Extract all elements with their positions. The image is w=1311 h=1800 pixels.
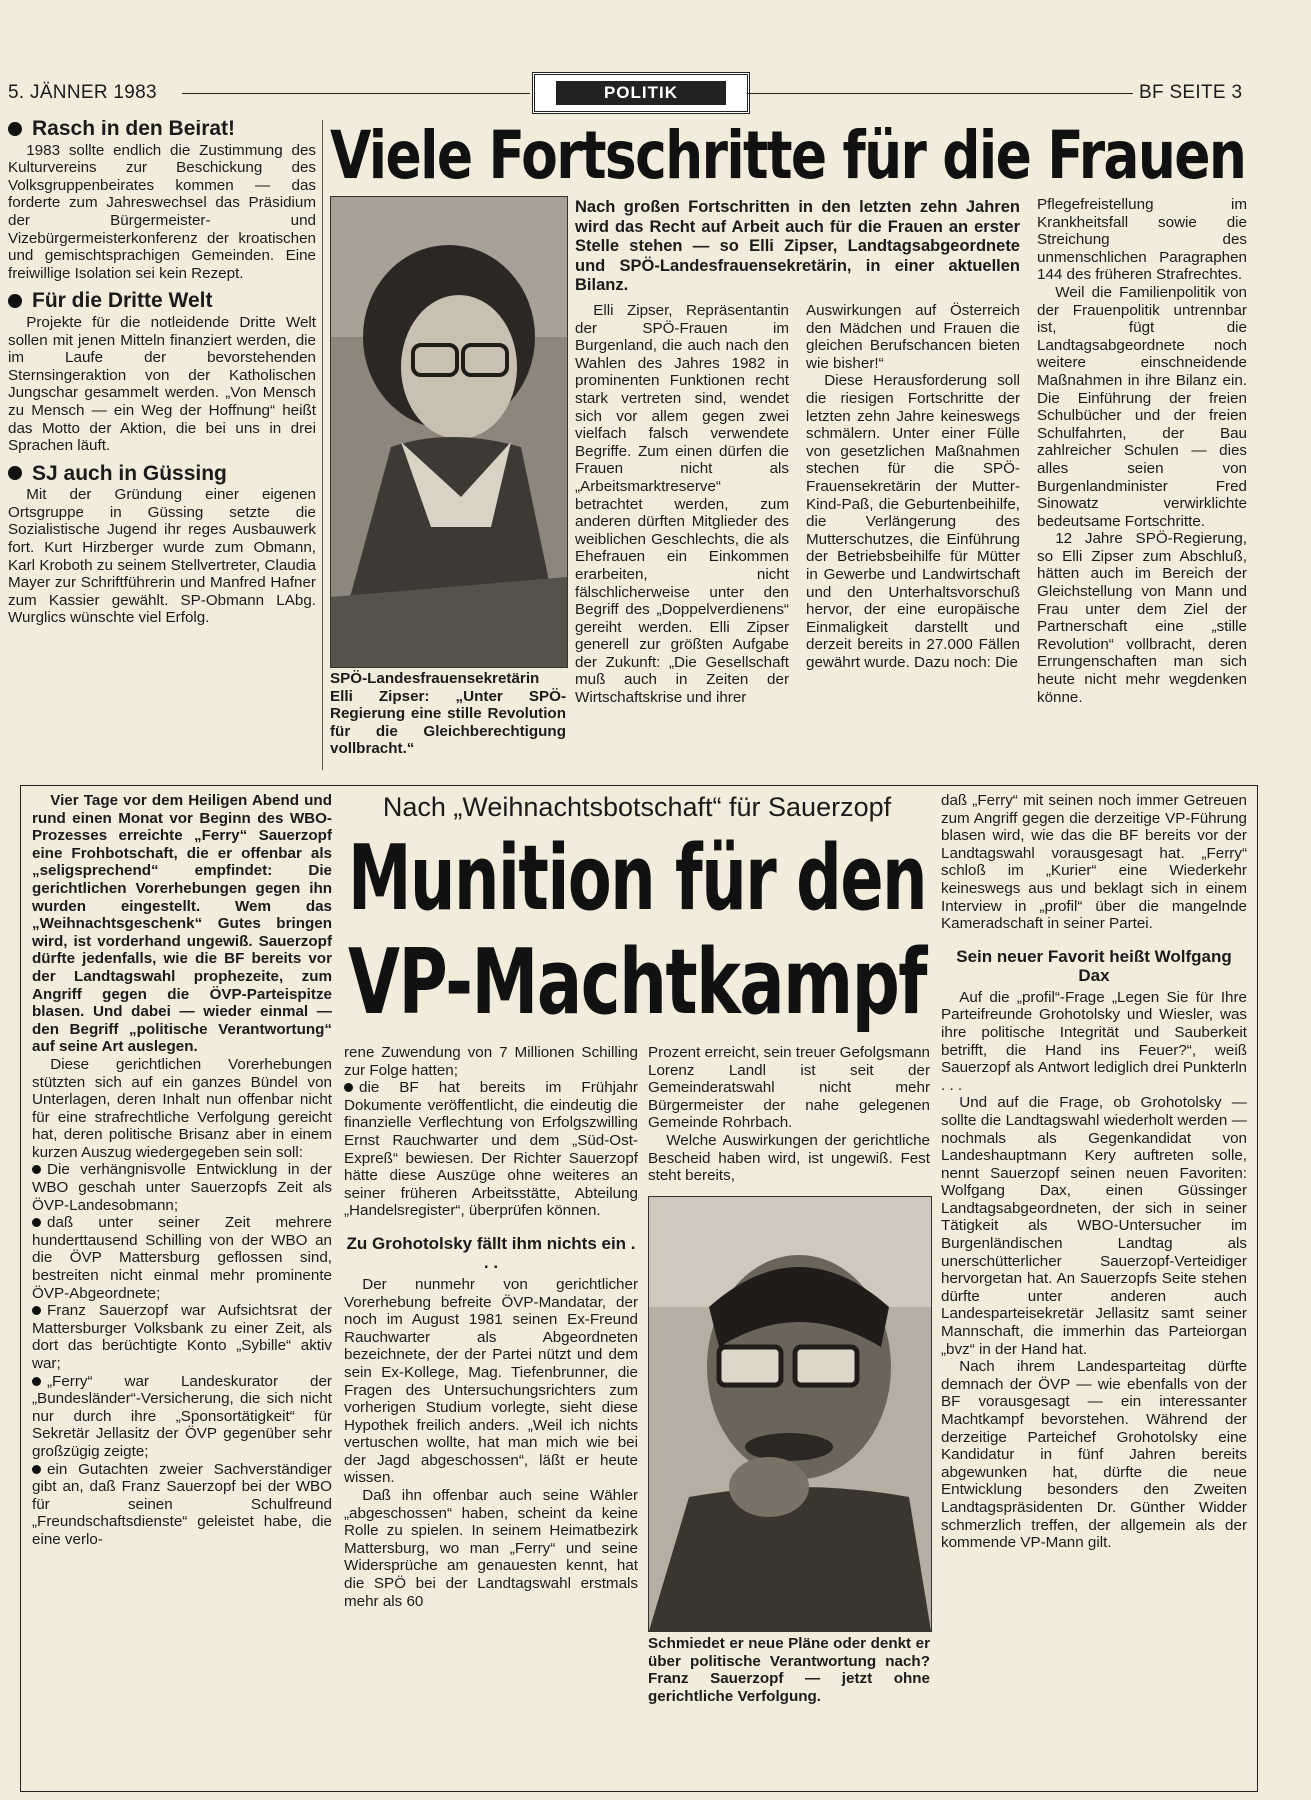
article-1-text-1: Elli Zipser, Repräsentantin der SPÖ-Frauen im Burgenland, die auch nach den Wahlen des Jahres 1982 in prominenten Funktionen recht stark vertreten sind, wendet sich vor allem gegen zwei vielfach falsch verwendete Begriffe. Zum einen dürfen die Frauen nicht als „Arbeitsmarktreserve“ betrachtet werden, zum anderen dürften Mitglieder des weiblichen Geschlechts, die als Ehefrauen ein Einkommen erarbeiten, nicht fälschlicherweise unter den Begriff des „Doppelverdienens“ gereiht werden. Elli Zipser generell zur größten Aufgabe der Zukunft: „Die Gesellschaft muß auch in Zeiten der Wirtschaftskrise und ihrer — [575, 302, 789, 707]
article-2-bullet-5 — [32, 1461, 332, 1549]
header-rule-left — [182, 93, 530, 94]
issue-date: 5. JÄNNER 1983 — [8, 82, 157, 103]
article-2-kicker: Nach „Weihnachtsbotschaft“ für Sauerzopf — [382, 792, 892, 822]
article-2-text-intro: Diese gerichtlichen Vorerhebungen stützten sich auf ein ganzes Bündel von Unterlagen, deren Inhalt nun offenbar nicht für eine strafrechtliche Verfolgung gereicht hat, deren politische Brisanz aber in einem kurzen Auszug wiedergegeben sein soll: — [32, 1055, 332, 1161]
section-label: POLITIK — [556, 81, 726, 105]
article-1-lead: Nach großen Fortschritten in den letzten zehn Jahren wird das Recht auf Arbeit auch für die Frauen an erster Stelle stehen — so Elli Zipser, Landtagsabgeordnete und SPÖ-Landesfrauensekretärin, in einer aktuellen Bilanz. — [575, 198, 1020, 295]
brief-2-heading — [8, 289, 316, 313]
article-2-text-8: Auf die „profil“-Frage „Legen Sie für Ihre Parteifreunde Grohotolsky und Wiesler, was ihre politische Integrität und Sauberkeit betrifft, die Hand ins Feuer?“, weiß Sauerzopf als Antwort lediglich drei Punkterln . . . — [941, 988, 1247, 1094]
bullet-text: daß unter seiner Zeit mehrere hunderttausend Schilling von der WBO an die ÖVP Mattersburg geflossen sind, bestreiten nicht einmal mehr prominente ÖVP-Abgeordnete; — [32, 1214, 332, 1302]
article-2-bullet-3 — [32, 1302, 332, 1372]
briefs-column — [8, 120, 316, 770]
article-2-col-3 — [648, 1044, 930, 1194]
article-2-col-1 — [32, 792, 332, 1782]
article-2-text-5: Prozent erreicht, sein treuer Gefolgsmann Lorenz Landl ist seit der Gemeinderatswahl nicht mehr Bürgermeister der nahe gelegenen Gemeinde Rohrbach. — [648, 1044, 930, 1132]
brief-2-title: Für die Dritte Welt — [32, 289, 213, 313]
article-2-text-6: Welche Auswirkungen der gerichtliche Bescheid haben wird, ist ungewiß. Fest steht bereits, — [648, 1131, 930, 1185]
article-2-bullet-1 — [32, 1161, 332, 1214]
bullet-text: die BF hat bereits im Frühjahr Dokumente veröffentlicht, die eindeutig die finanzielle Verflechtung von Erfolgszwilling Ernst Rauchwarter und dem „Süd-Ost-Expreß“ bewiesen. Der Richter Sauerzopf hätte diese Auszüge ohne weiteres an seiner früheren Arbeitsstätte, Abteilung „Handelsregister“, überprüfen können. — [344, 1079, 638, 1220]
brief-2-text: Projekte für die notleidende Dritte Welt sollen mit jenen Mitteln finanziert werden, die im Laufe der bevorstehenden Sternsingeraktion von der Katholischen Jungschar gesammelt werden. „Von Mensch zu Mensch — ein Weg der Hoffnung“ heißt das Motto der Aktion, die bei uns in drei Sprachen läuft. — [8, 313, 316, 455]
bullet-icon — [32, 1377, 41, 1386]
page-number: BF SEITE 3 — [1139, 82, 1243, 103]
bullet-icon — [8, 122, 22, 136]
article-1-col-2 — [806, 302, 1020, 772]
article-2-headline-line-2: VP-Machtkampf — [348, 930, 927, 1035]
brief-3-text: Mit der Gründung einer eigenen Ortsgruppe in Güssing setzte die Sozialistische Jugend ihr reges Ausbauwerk fort. Kurt Hirzberger wurde zum Obmann, Karl Kroboth zu seinem Stellvertreter, Claudia Mayer zur Schriftführerin und Manfred Hafner zum Kassier gewählt. SP-Obmann LAbg. Wurglics wünschte viel Erfolg. — [8, 486, 316, 627]
section-tag — [532, 72, 750, 114]
portrait-woman-graphic — [331, 197, 567, 667]
article-2-text-4: Daß ihn offenbar auch seine Wähler „abgeschossen“ haben, scheint da keine Rolle zu spielen. In seinem Heimatbezirk Mattersburg, wo man „Ferry“ und seine Widersprüche am genauesten kennt, hat die SPÖ bei der Landtagswahl erstmals mehr als 60 — [344, 1487, 638, 1610]
header-rule-right — [748, 93, 1133, 94]
article-1-text-3: Diese Herausforderung soll die riesigen Fortschritte der letzten zehn Jahre keineswegs schmälern. Unter einer Fülle von gesetzlichen Maßnahmen stechen für die SPÖ-Frauensekretärin der Mutter-Kind-Paß, die Geburtenbeihilfe, die Verlängerung des Mutterschutzes, die Einführung der Betriebsbeihilfe für Mütter in Gewerbe und Landwirtschaft und den Unterhaltsvorschuß hervor, der eine europäische Einmaligkeit darstellt und derzeit bereits in 27.000 Fällen gewährt wurde. Dazu noch: Die — [806, 372, 1020, 671]
bullet-icon — [32, 1465, 41, 1474]
brief-1-heading — [8, 120, 316, 138]
article-2-text-9: Und auf die Frage, ob Grohotolsky — sollte die Landtagswahl wiederholt werden — nochmals als Gegenkandidat von Landeshauptmann Kery auftreten solle, nennt Sauerzopf seinen neuen Favoriten: Wolfgang Dax, einen Güssinger Landtagsabgeordneten, der sich in seiner Tätigkeit als WBO-Untersucher im Burgenländischen Landtag als unerschütterlicher Sauerzopf-Verteidiger hervorgetan hat. An Sauerzopfs Seite stehen dürfte unter anderen auch Landesparteisekretär Jellasitz samt seiner Mannschaft, die immerhin das Parteiorgan „bvz“ in der Hand hat. — [941, 1094, 1247, 1358]
article-1-col-3 — [1037, 196, 1247, 772]
article-2-headline-line-1: Munition für den — [348, 826, 927, 931]
bullet-icon — [32, 1165, 41, 1174]
subheading-grohotolsky: Zu Grohotolsky fällt ihm nichts ein . . . — [346, 1233, 636, 1272]
article-2-col-2 — [344, 1044, 638, 1782]
column-divider — [322, 120, 323, 770]
article-2-text-2: rene Zuwendung von 7 Millionen Schilling zur Folge hatten; — [344, 1044, 638, 1079]
article-2-bullet-4 — [32, 1373, 332, 1461]
article-1-col-1 — [575, 302, 789, 772]
article-1-text-5: Weil die Familienpolitik von der Frauenpolitik untrennbar ist, fügt die Landtagsabgeordnete noch weitere einschneidende Maßnahmen in ihre Bilanz ein. Die Einführung der freien Schulbücher und der freien Schulfahrten, der Bau zahlreicher Schulen — dies alles seien von Burgenlandminister Fred Sinowatz verwirklichte bedeutsame Fortschritte. — [1037, 283, 1247, 530]
article-1-text-2: Auswirkungen auf Österreich den Mädchen und Frauen die gleichen Berufschancen bieten wie bisher!“ — [806, 302, 1020, 372]
brief-3-title: SJ auch in Güssing — [32, 461, 227, 485]
bullet-text: Die verhängnisvolle Entwicklung in der WBO geschah unter Sauerzopfs Zeit als ÖVP-Landesobmann; — [32, 1161, 332, 1214]
bullet-icon — [32, 1306, 41, 1315]
subheading-wolfgang-dax: Sein neuer Favorit heißt Wolfgang Dax — [956, 946, 1232, 985]
photo-elli-zipser — [330, 196, 568, 668]
brief-3-heading — [8, 461, 316, 485]
article-1-headline: Viele Fortschritte für die Frauen — [330, 117, 1246, 194]
bullet-icon — [32, 1218, 41, 1227]
photo-caption-2: Schmiedet er neue Pläne oder denkt er über politische Verantwortung nach? Franz Sauerzopf — jetzt ohne gerichtliche Verfolgung. — [648, 1635, 930, 1705]
bullet-icon — [344, 1083, 353, 1092]
photo-franz-sauerzopf — [648, 1196, 932, 1632]
brief-1-text: 1983 sollte endlich die Zustimmung des Kulturvereins zur Beschickung des Volksgruppenbeirates kommen — das forderte zum Jahreswechsel das Präsidium der Bürgermeister- und Vizebürgermeisterkonferenz der kroatischen und gemischtsprachigen Gemeinden. Eine freiwillige Isolation sei kein Rezept. — [8, 141, 316, 282]
article-2-text-10: Nach ihrem Landesparteitag dürfte demnach der ÖVP — wie ebenfalls von der BF vorausgesagt — ein interessanter Machtkampf bevorstehen. Während der derzeitige Parteichef Grohotolsky eine Kandidatur in fünf Jahren bereits abgewunken hat, dürfte die neue Entwicklung besonders den Zweiten Landtagspräsidenten Dr. Günther Widder schmerzlich treffen, der allgemein als der kommende VP-Mann gilt. — [941, 1358, 1247, 1552]
photo-caption-1: SPÖ-Landesfrauensekretärin Elli Zipser: „Unter SPÖ-Regierung eine stille Revolution für die Gleichberechtigung vollbracht.“ — [330, 670, 566, 758]
bullet-text: Franz Sauerzopf war Aufsichtsrat der Mattersburger Volksbank zu einer Zeit, als dort das berüchtigte Konto „Sybille“ aktiv war; — [32, 1302, 332, 1372]
article-1-text-6: 12 Jahre SPÖ-Regierung, so Elli Zipser zum Abschluß, hätten auch im Bereich der Gleichstellung von Mann und Frau unter dem Ziel der Partnerschaft eine „stille Revolution“ vollbracht, deren Errungenschaften man sich heute nicht mehr wegdenken könne. — [1037, 530, 1247, 706]
bullet-text: ein Gutachten zweier Sachverständiger gibt an, daß Franz Sauerzopf bei der WBO für seinen Schulfreund „Freundschaftsdienste“ geleistet habe, die eine verlo- — [32, 1460, 332, 1548]
bullet-icon — [8, 466, 22, 480]
article-2-text-7: daß „Ferry“ mit seinen noch immer Getreuen zum Angriff gegen die derzeitige VP-Führung blasen wird, wie das die BF bereits vor der Landtagswahl vorausgesagt hat. „Ferry“ schloß im „Kurier“ eine Wiederkehr keineswegs aus und beklagt sich in einem Interview in „profil“ über die mangelnde Kameradschaft in seiner Partei. — [941, 792, 1247, 933]
brief-1-title: Rasch in den Beirat! — [32, 120, 236, 140]
article-1-text-4: Pflegefreistellung im Krankheitsfall sowie die Streichung des unmenschlichen Paragraphen 144 des früheren Strafrechtes. — [1037, 196, 1247, 284]
article-2-col-4 — [941, 792, 1247, 1782]
article-2-bullet-6 — [344, 1079, 638, 1220]
portrait-man-graphic — [649, 1197, 931, 1631]
bullet-text: „Ferry“ war Landeskurator der „Bundesländer“-Versicherung, die sich nicht nur durch ihre „Sponsortätigkeit“ für Sekretär Jellasitz der ÖVP gegenüber sehr großzügig zeigte; — [32, 1372, 332, 1460]
article-2-text-3: Der nunmehr von gerichtlicher Vorerhebung befreite ÖVP-Mandatar, der noch im August 1981 seinen Ex-Freund Rauchwarter als Abgeordneten bezeichnete, der der Partei nützt und dem sein Ex-Kollege, Mag. Tiefenbrunner, die Fragen des Untersuchungsrichters zum vorherigen Studium vorlegte, sieht diese Hypothek freilich anders. „Weil ich nichts vertuschen wollte, hat man mich wie bei der Jagd abgeschossen“, läßt er heute wissen. — [344, 1275, 638, 1487]
article-2-lead: Vier Tage vor dem Heiligen Abend und rund einen Monat vor Beginn des WBO-Prozesses erreichte „Ferry“ Sauerzopf eine Frohbotschaft, die er offenbar als „seligsprechend“ empfindet: Die gerichtlichen Vorerhebungen gegen ihn wurden eingestellt. Wem das „Weihnachtsgeschenk“ Gutes bringen wird, ist vorderhand ungewiß. Sauerzopf dürfte jedenfalls, wie die BF bereits vor der Landtagswahl prophezeite, zum Angriff gegen die ÖVP-Parteispitze blasen. Und dabei — wieder einmal — den Begriff „politische Verantwortung“ auf seine Art auslegen. — [32, 792, 332, 1056]
bullet-icon — [8, 294, 22, 308]
article-2-bullet-2 — [32, 1214, 332, 1302]
